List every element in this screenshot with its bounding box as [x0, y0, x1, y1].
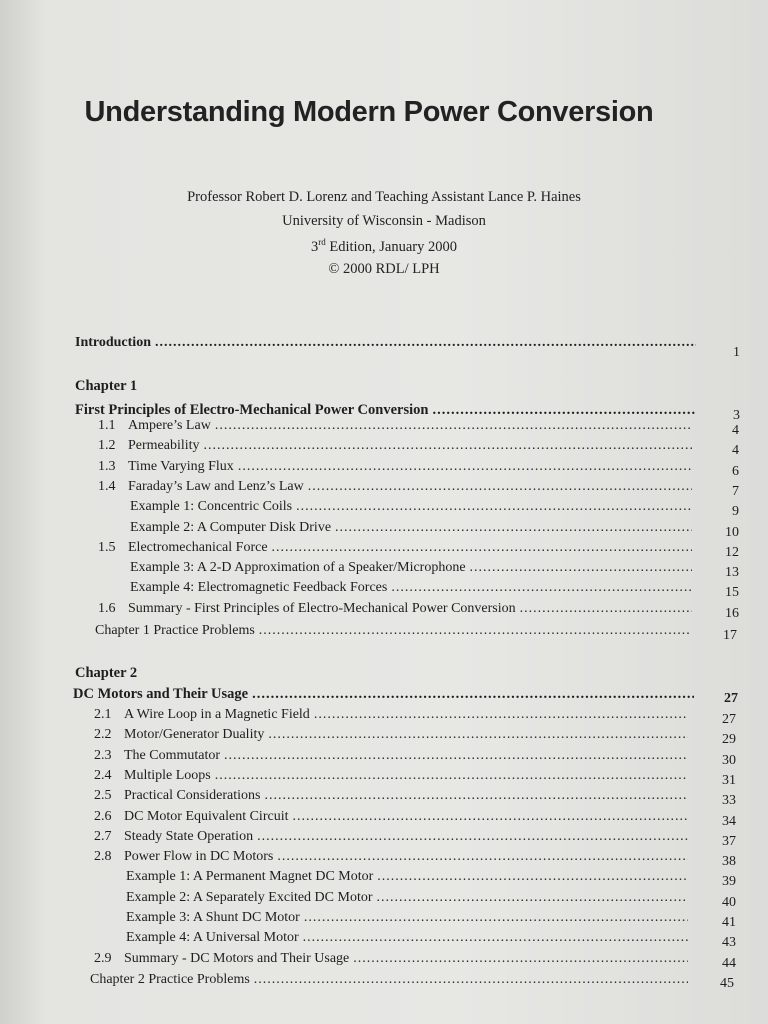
toc-entry-page: 31: [722, 772, 736, 788]
toc-entry-page: 10: [725, 524, 739, 540]
toc-entry-page: 30: [722, 752, 736, 768]
toc-section-number: 1.1: [98, 418, 116, 433]
toc-entry-page: 16: [725, 605, 739, 621]
chapter-2-practice-page: 45: [720, 976, 734, 991]
toc-section-number: 2.1: [94, 707, 112, 722]
toc-example-row: [126, 930, 692, 948]
dot-leader: [303, 930, 688, 946]
toc-entry-label: Example 4: Electromagnetic Feedback Forces: [130, 580, 388, 596]
toc-example-row: [130, 580, 696, 598]
toc-entry-page: 39: [722, 874, 736, 890]
chapter-1-title: First Principles of Electro-Mechanical Power Conversion: [75, 402, 429, 418]
toc-example-row: [130, 499, 696, 517]
toc-example-row: [126, 869, 692, 887]
chapter-2-heading: Chapter 2: [75, 665, 138, 681]
dot-leader: [335, 520, 692, 536]
toc-entry-label: Example 4: A Universal Motor: [126, 930, 299, 946]
toc-section-row: [94, 809, 692, 827]
toc-section-number: 2.8: [94, 849, 112, 865]
toc-introduction-label: Introduction: [75, 335, 151, 350]
toc-entry-label: DC Motor Equivalent Circuit: [124, 808, 289, 824]
toc-entry-label: Power Flow in DC Motors: [124, 849, 274, 865]
toc-example-row: [130, 560, 696, 578]
toc-section-number: 2.4: [94, 767, 112, 783]
chapter-1-practice-row: [95, 623, 695, 641]
toc-section-number: 2.3: [94, 747, 112, 763]
toc-section-row: [98, 540, 696, 558]
edition-number: 3: [310, 238, 319, 255]
toc-entry-page: 12: [725, 544, 739, 560]
toc-entry-page: 44: [722, 955, 736, 971]
chapter-1-practice-label: Chapter 1 Practice Problems: [95, 623, 255, 638]
chapter-2-practice-label: Chapter 2 Practice Problems: [90, 972, 250, 987]
toc-section-row: [94, 748, 692, 766]
book-title: Understanding Modern Power Conversion: [84, 96, 654, 128]
chapter-2-practice-row: [90, 972, 692, 990]
authors-line: Professor Robert D. Lorenz and Teaching Assistant Lance P. Haines: [187, 189, 581, 205]
toc-entry-page: 4: [732, 423, 739, 438]
chapter-2-title-row: [73, 686, 698, 704]
toc-entry-label: Example 2: A Computer Disk Drive: [130, 519, 332, 535]
dot-leader: [264, 788, 688, 804]
toc-entry-label: The Commutator: [124, 747, 221, 763]
toc-section-row: [98, 601, 696, 619]
toc-entry-label: Practical Considerations: [124, 788, 261, 804]
toc-section-row: [94, 707, 692, 725]
toc-section-number: 2.7: [94, 828, 112, 844]
toc-entry-label: Ampere’s Law: [128, 418, 211, 433]
toc-section-row: [98, 459, 696, 477]
toc-example-row: [130, 520, 696, 538]
toc-section-number: 1.3: [98, 458, 116, 474]
edition-line: [0, 237, 768, 256]
toc-section-row: [94, 768, 692, 786]
dot-leader: [215, 418, 692, 434]
toc-entry-label: Summary - DC Motors and Their Usage: [124, 950, 350, 966]
toc-example-row: [126, 890, 692, 908]
toc-entry-page: 4: [732, 443, 739, 459]
toc-entry-label: Time Varying Flux: [128, 458, 234, 474]
toc-entry-label: Example 3: A 2-D Approximation of a Speaker/Microphone: [130, 560, 466, 576]
institution-line: University of Wisconsin - Madison: [282, 213, 486, 229]
dot-leader: [520, 601, 692, 617]
dot-leader: [292, 809, 688, 825]
toc-entry-page: 33: [722, 793, 736, 809]
toc-entry-label: Steady State Operation: [124, 828, 254, 844]
toc-section-row: [94, 829, 692, 847]
toc-entry-page: 7: [732, 483, 739, 499]
toc-entry-label: Permeability: [128, 438, 200, 454]
dot-leader: [268, 727, 688, 743]
toc-entry-page: 43: [722, 935, 736, 951]
dot-leader: [254, 972, 688, 988]
toc-entry-label: Summary - First Principles of Electro-Mechanical Power Conversion: [128, 600, 516, 616]
toc-entry-label: Motor/Generator Duality: [124, 727, 265, 743]
dot-leader: [432, 402, 696, 419]
toc-entry-page: 41: [722, 915, 736, 930]
toc-section-number: 1.4: [98, 478, 116, 494]
toc-section-number: 2.2: [94, 727, 112, 743]
dot-leader: [353, 951, 688, 967]
toc-section-row: [94, 951, 692, 969]
toc-entry-page: 29: [722, 732, 736, 748]
toc-entry-page: 13: [725, 565, 739, 581]
toc-entry-label: Faraday’s Law and Lenz’s Law: [128, 478, 304, 494]
dot-leader: [215, 768, 688, 784]
dot-leader: [296, 499, 692, 515]
toc-entry-label: Example 1: Concentric Coils: [130, 499, 293, 515]
edition-text: Edition, January 2000: [325, 238, 458, 255]
toc-entry-page: 37: [722, 833, 736, 849]
dot-leader: [470, 560, 692, 576]
dot-leader: [204, 438, 692, 454]
dot-leader: [308, 479, 692, 495]
toc-entry-label: A Wire Loop in a Magnetic Field: [124, 707, 310, 722]
toc-entry-page: 34: [722, 813, 736, 829]
toc-section-number: 2.5: [94, 788, 112, 804]
toc-section-number: 1.6: [98, 600, 116, 616]
copyright-line: © 2000 RDL/ LPH: [328, 261, 440, 277]
toc-entry-page: 40: [722, 894, 736, 910]
dot-leader: [259, 623, 691, 639]
chapter-2-page: 27: [724, 691, 738, 706]
dot-leader: [314, 707, 688, 723]
toc-entry-page: 15: [725, 585, 739, 601]
dot-leader: [224, 748, 688, 764]
toc-entry-page: 38: [722, 854, 736, 870]
toc-section-number: 1.2: [98, 438, 116, 454]
dot-leader: [238, 459, 692, 475]
toc-section-row: [94, 727, 692, 745]
toc-entry-label: Multiple Loops: [124, 767, 211, 783]
toc-section-row: [98, 438, 696, 456]
toc-entry-label: Example 1: A Permanent Magnet DC Motor: [126, 869, 374, 885]
toc-entry-label: Example 3: A Shunt DC Motor: [126, 910, 300, 925]
chapter-1-heading: Chapter 1: [75, 378, 138, 394]
toc-example-row: [126, 910, 692, 928]
toc-section-row: [94, 788, 692, 806]
toc-introduction: [75, 335, 700, 353]
toc-section-row: [98, 418, 696, 436]
chapter-2-title: DC Motors and Their Usage: [73, 686, 249, 702]
dot-leader: [377, 890, 688, 906]
toc-entry-page: 6: [732, 463, 739, 479]
toc-section-row: [94, 849, 692, 867]
chapter-1-page: 3: [733, 408, 740, 423]
toc-section-number: 2.9: [94, 950, 112, 966]
dot-leader: [391, 580, 692, 596]
dot-leader: [277, 849, 688, 865]
toc-entry-label: Electromechanical Force: [128, 539, 268, 555]
toc-section-number: 2.6: [94, 808, 112, 824]
toc-section-row: [98, 479, 696, 497]
dot-leader: [377, 869, 688, 885]
toc-entry-page: 9: [732, 504, 739, 520]
dot-leader: [257, 829, 688, 845]
dot-leader: [304, 910, 688, 926]
toc-introduction-page: 1: [733, 345, 740, 360]
dot-leader: [272, 540, 692, 556]
toc-entry-label: Example 2: A Separately Excited DC Motor: [126, 889, 373, 905]
edition-suffix: rd: [318, 237, 326, 247]
dot-leader: [155, 335, 696, 351]
dot-leader: [252, 686, 694, 703]
toc-entry-page: 27: [722, 712, 736, 727]
toc-section-number: 1.5: [98, 539, 116, 555]
chapter-1-practice-page: 17: [723, 628, 737, 643]
